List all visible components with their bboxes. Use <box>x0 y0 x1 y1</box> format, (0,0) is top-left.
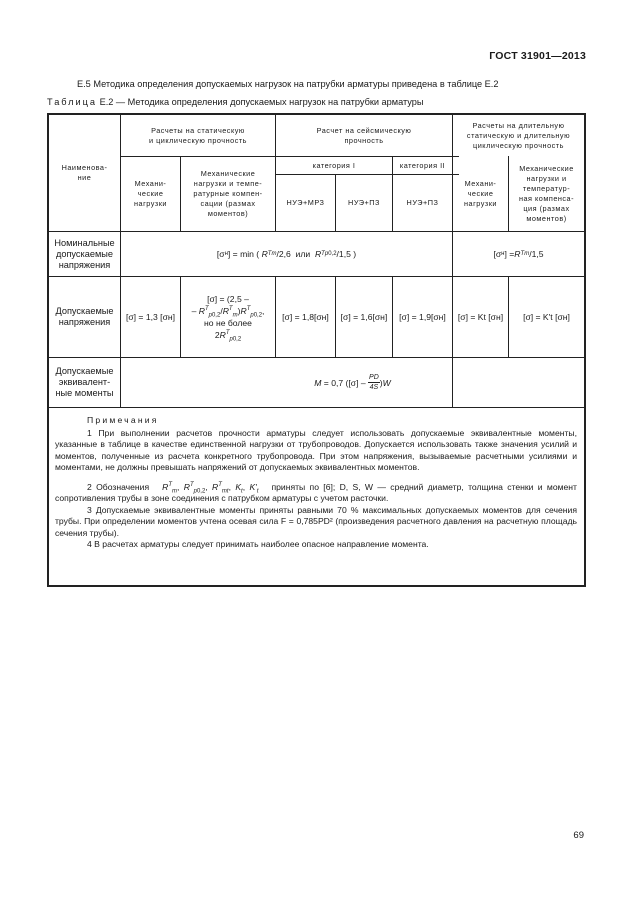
header-nue-pz-2: НУЭ+ПЗ <box>406 198 439 207</box>
header-long: Расчеты на длительную статическую и длительную циклическую прочность <box>466 120 571 150</box>
sigma-formula-kt2: [σ] = K't [σн] <box>523 312 570 322</box>
sigma-2-line-4: $2R^T_{p0,2}$ <box>214 330 242 343</box>
row-label-nominal: Номинальные допускаемые напряжения <box>54 237 115 270</box>
header-name: Наименова- ние <box>61 163 108 182</box>
sigma-formula-kt: [σ] = Kt [σн] <box>457 312 504 322</box>
note-2-rest: приняты по [6]; D, S, W — средний диаметр, толщина стенки и момент сопротивления трубы в зоне соединения с патрубком арматуры с учетом расточки. <box>55 481 577 503</box>
nominal-formula-static: [σ н ] = min ( R T m /2,6 или R T p0,2 /1,5 ) <box>216 249 357 259</box>
standard-header: ГОСТ 31901—2013 <box>489 50 586 62</box>
caption-text: Е.2 — Методика определения допускаемых нагрузок на патрубки арматуры <box>97 97 424 107</box>
header-static: Расчеты на статическую и циклическую прочность <box>149 125 247 145</box>
header-seismic: Расчет на сейсмическую прочность <box>316 125 412 145</box>
sigma-formula-pz2: [σ] = 1,9[σн] <box>399 312 446 322</box>
caption-word: Таблица <box>47 97 98 107</box>
moment-formula: M = 0,7 ([σ] – PD 4S ) W <box>314 374 391 391</box>
sigma-formula-mrz: [σ] = 1,8[σн] <box>282 312 329 322</box>
table-border-right <box>584 113 586 587</box>
sigma-2-line-1: [σ] = (2,5 – <box>207 294 249 304</box>
note-2-lead: 2 Обозначения <box>87 481 150 492</box>
header-mech-loads: Механи- ческие нагрузки <box>134 179 167 208</box>
header-cat1: категория I <box>312 160 356 170</box>
notes-block <box>55 415 577 551</box>
moment-fraction: PD 4S <box>369 374 379 391</box>
sigma-2-line-2: – $R^T_{p0,2}/R^T_m)R^T_{p0,2}$, <box>191 306 265 319</box>
sigma-formula-2 <box>181 277 275 357</box>
page-number: 69 <box>573 830 584 841</box>
note-1: 1 При выполнении расчетов прочности арматуры следует использовать допускаемые эквивалентные моменты, указанные в таблице в качестве единственной нагрузки от трубопроводов. Допускается использовать также значения усилий и моментов, полученные из расчета конкретного трубопровода. При этом напряжения, вызываемые расчетными усилиями и моментами, не должны превышать напряжений от допускаемых эквивалентных моментов. <box>55 427 577 472</box>
sigma-formula-pz1: [σ] = 1,6[σн] <box>340 312 388 322</box>
row-label-moments: Допускаемые эквивалент- ные моменты <box>55 366 114 398</box>
sigma-formula-1: [σ] = 1,3 [σн] <box>125 312 176 322</box>
note-3: 3 Допускаемые эквивалентные моменты приняты равными 70 % максимальных допускаемых моментов для сечения трубы. При определении моментов учтена осевая сила F = 0,785PD² (произведения расчетного давления на расчетную площадь сечения трубы). <box>55 504 577 538</box>
sigma-2-line-3: но не более <box>204 318 252 328</box>
table-caption <box>47 97 424 107</box>
header-mech-loads-long: Механи- ческие нагрузки <box>464 179 497 208</box>
note-2: 2 Обозначения $R^T_m$, $R^T_{p0,2}$, $R^T_{mt}$, $K_t$, $K'_t$ приняты по [6]; D, S, W — средний диаметр, толщина стенки и момент сопротивления трубы в зоне соединения с патрубком арматуры с учетом расточки. <box>55 481 577 503</box>
note-4: 4 В расчетах арматуры следует принимать наиболее опасное направление момента. <box>87 539 429 549</box>
header-mech-temp-long: Механические нагрузки и температур- ная компенса- ция (размах моментов) <box>518 164 575 223</box>
row-label-allowable: Допускаемые напряжения <box>55 306 114 327</box>
nominal-formula-long: [σ н ] = R T m /1,5 <box>493 249 544 259</box>
load-table <box>47 113 586 587</box>
intro-paragraph: Е.5 Методика определения допускаемых нагрузок на патрубки арматуры приведена в таблице Е.2 <box>77 79 499 89</box>
notes-title: Примечания <box>87 415 159 425</box>
header-cat2: категория II <box>399 160 446 170</box>
header-mech-temp: Механические нагрузки и темпе- ратурные компен- сации (размах моментов) <box>193 169 263 218</box>
table-border-bottom <box>47 585 586 587</box>
header-nue-pz-1: НУЭ+ПЗ <box>348 198 380 207</box>
row-rule-3 <box>47 407 586 408</box>
header-nue-mrz: НУЭ+МРЗ <box>286 198 325 207</box>
